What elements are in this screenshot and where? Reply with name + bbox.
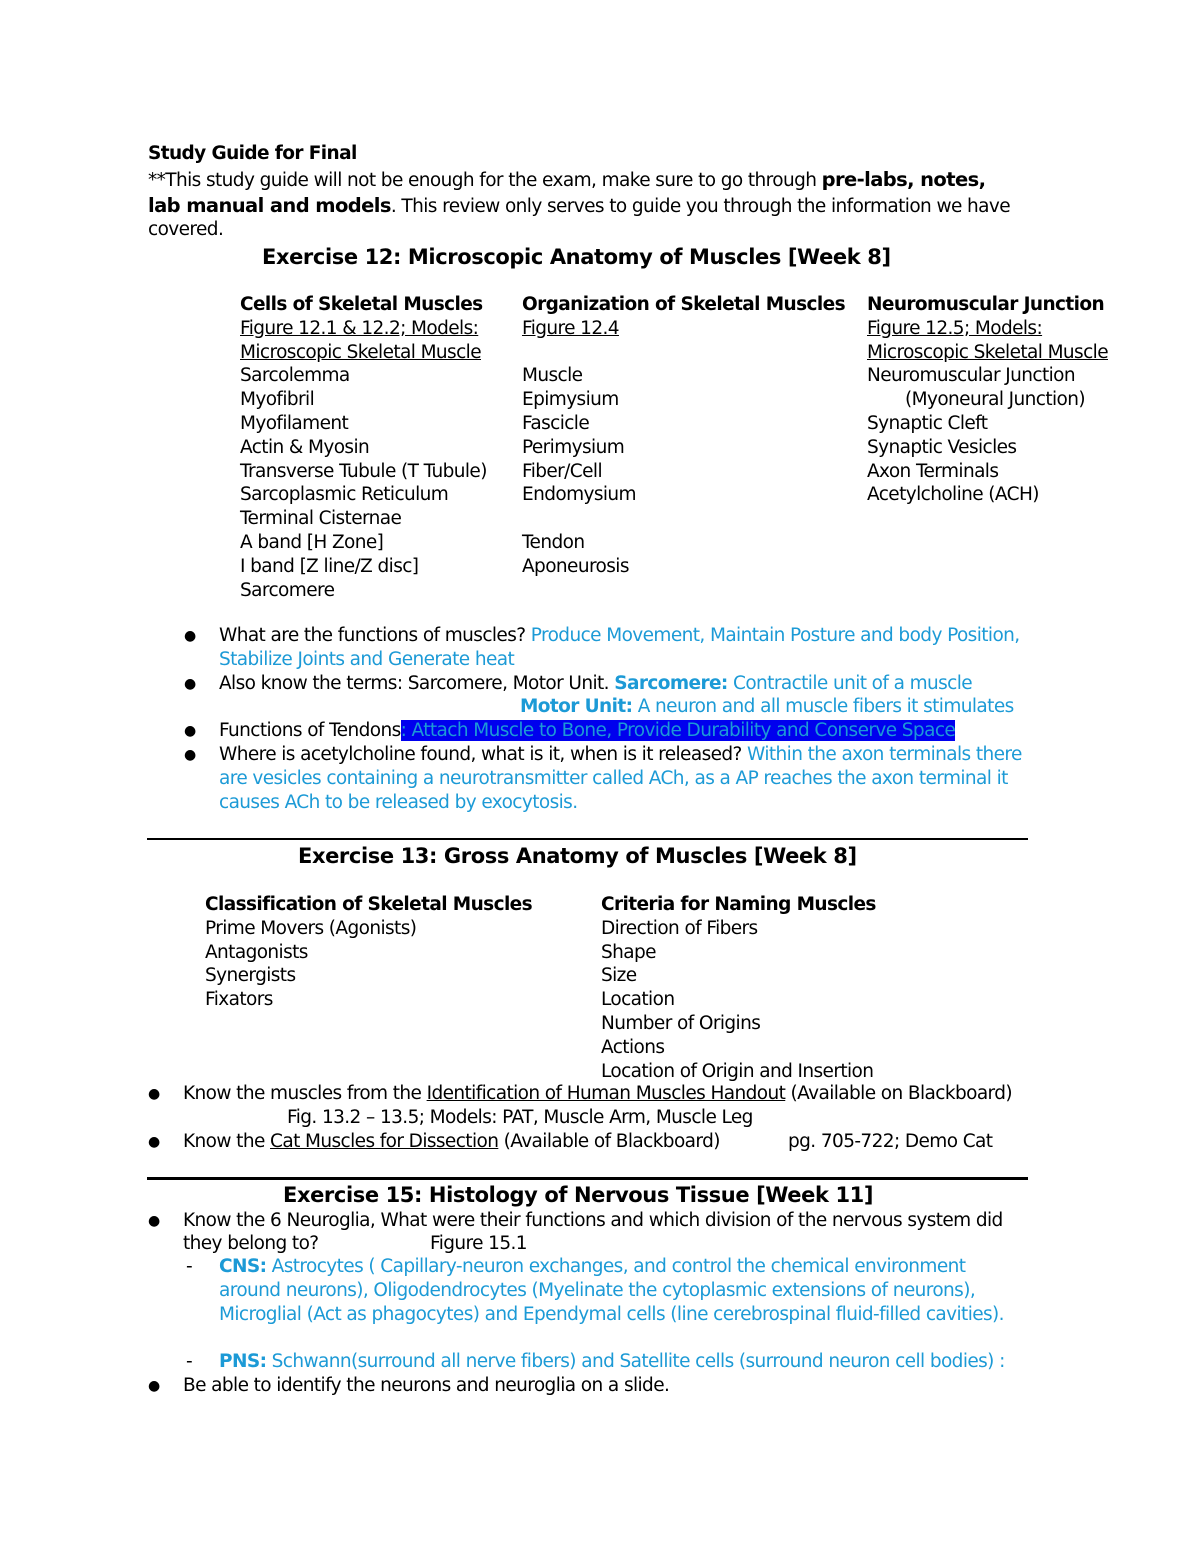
list-item: Aponeurosis xyxy=(522,555,629,577)
list-item: Sarcolemma xyxy=(240,365,350,387)
bullet-icon: ● xyxy=(148,1086,160,1102)
question-line xyxy=(219,719,955,743)
bullet-text: Know the muscles from the xyxy=(183,1083,427,1104)
page-reference: pg. 705-722; Demo Cat xyxy=(788,1131,993,1152)
intro-bold-2: lab manual and models xyxy=(148,194,391,217)
list-item: Acetylcholine (ACH) xyxy=(867,484,1039,506)
list-item: Actions xyxy=(601,1036,665,1058)
list-item: Synergists xyxy=(205,965,296,987)
answer-text: around neurons), Oligodendrocytes (Myelinate the cytoplasmic extensions of neurons), xyxy=(219,1280,976,1301)
bullet-icon: ● xyxy=(184,723,196,739)
ex12-col-organization xyxy=(522,293,845,579)
figure-reference: Figure 15.1 xyxy=(430,1233,527,1254)
question-text: Where is acetylcholine found, what is it, when is it released? xyxy=(219,744,748,765)
list-item: Terminal Cisternae xyxy=(240,508,402,530)
ex13-col-naming xyxy=(601,893,876,1083)
bullet-icon: ● xyxy=(184,676,196,692)
list-item: Direction of Fibers xyxy=(601,917,758,939)
list-item: Size xyxy=(601,965,637,987)
answer-text: Schwann(surround all nerve fibers) and Satellite cells (surround neuron cell bodies) : xyxy=(266,1351,1005,1372)
column-heading: Classification of Skeletal Muscles xyxy=(205,894,533,915)
bullet-icon: ● xyxy=(148,1378,160,1394)
figure-reference: Fig. 13.2 – 13.5; Models: PAT, Muscle Arm, Muscle Leg xyxy=(287,1107,753,1128)
highlighted-answer: : Attach Muscle to Bone, Provide Durability and Conserve Space xyxy=(400,720,956,741)
list-item: I band [Z line/Z disc] xyxy=(240,555,419,577)
list-item: Neuromuscular Junction xyxy=(867,365,1076,387)
division-label: CNS: xyxy=(219,1256,267,1277)
bullet-text: (Available of Blackboard) xyxy=(498,1131,720,1152)
intro-bold-1: pre-labs, notes, xyxy=(821,168,986,191)
question-text: Also know the terms: Sarcomere, Motor Unit. xyxy=(219,673,615,694)
answer-line xyxy=(520,695,1014,719)
list-item: (Myoneural Junction) xyxy=(905,389,1085,411)
bullet-text: Be able to identify the neurons and neuroglia on a slide. xyxy=(183,1375,670,1396)
bullet-line xyxy=(183,1130,720,1154)
question-text: What are the functions of muscles? xyxy=(219,625,531,646)
list-item: Actin & Myosin xyxy=(240,436,370,458)
dash-marker: - xyxy=(186,1351,193,1372)
list-item: Fixators xyxy=(205,989,273,1011)
answer-text: Astrocytes ( Capillary-neuron exchanges, and control the chemical environment xyxy=(266,1256,966,1277)
answer-text: causes ACh to be released by exocytosis. xyxy=(219,792,578,813)
list-item: Transverse Tubule (T Tubule) xyxy=(240,460,487,482)
bullet-icon: ● xyxy=(184,747,196,763)
answer-text: Microglial (Act as phagocytes) and Ependymal cells (line cerebrospinal fluid-filled cavities). xyxy=(219,1304,1004,1325)
figure-reference: Microscopic Skeletal Muscle xyxy=(240,341,481,363)
bullet-text: Know the xyxy=(183,1131,271,1152)
intro-line-3: covered. xyxy=(148,219,224,240)
list-item: Muscle xyxy=(522,365,583,387)
answer-text: Contractile unit of a muscle xyxy=(727,673,973,694)
dash-marker: - xyxy=(186,1256,193,1277)
bullet-icon: ● xyxy=(148,1134,160,1150)
pns-line xyxy=(219,1350,1005,1374)
handout-reference: Cat Muscles for Dissection xyxy=(270,1131,499,1152)
list-item: Synaptic Vesicles xyxy=(867,436,1017,458)
question-line xyxy=(219,672,972,696)
answer-text: are vesicles containing a neurotransmitter called ACh, as a AP reaches the axon terminal it xyxy=(219,768,1008,789)
column-heading: Organization of Skeletal Muscles xyxy=(522,294,845,315)
document-title: Study Guide for Final xyxy=(148,143,357,164)
answer-text: A neuron and all muscle fibers it stimulates xyxy=(632,696,1014,717)
intro-text: **This study guide will not be enough for the exam, make sure to go through xyxy=(148,170,822,191)
handout-reference: Identification of Human Muscles Handout xyxy=(426,1083,786,1104)
list-item: Location xyxy=(601,989,675,1011)
figure-reference: Figure 12.4 xyxy=(522,317,619,339)
list-item: Axon Terminals xyxy=(867,460,999,482)
answer-label: Sarcomere: xyxy=(614,673,728,694)
cns-line xyxy=(219,1255,965,1279)
ex12-col-cells xyxy=(240,293,487,602)
list-item: Antagonists xyxy=(205,941,308,963)
intro-line-1 xyxy=(148,168,985,193)
figure-reference: Figure 12.5; Models: xyxy=(867,317,1043,339)
section-divider xyxy=(147,1177,1028,1180)
list-item: Location of Origin and Insertion xyxy=(601,1060,874,1082)
list-item: Sarcoplasmic Reticulum xyxy=(240,484,449,506)
column-heading: Neuromuscular Junction xyxy=(867,294,1105,315)
answer-label: Motor Unit: xyxy=(520,696,633,717)
column-heading: Cells of Skeletal Muscles xyxy=(240,294,483,315)
bullet-icon: ● xyxy=(148,1213,160,1229)
bullet-icon: ● xyxy=(184,628,196,644)
question-line xyxy=(219,624,1020,648)
list-item: A band [H Zone] xyxy=(240,531,384,553)
list-item: Epimysium xyxy=(522,389,619,411)
bullet-line xyxy=(183,1082,1012,1106)
list-item: Sarcomere xyxy=(240,579,335,601)
list-item: Synaptic Cleft xyxy=(867,412,988,434)
list-item: Tendon xyxy=(522,531,585,553)
answer-text: Produce Movement, Maintain Posture and body Position, xyxy=(530,625,1020,646)
bullet-text: Know the 6 Neuroglia, What were their functions and which division of the nervous system did xyxy=(183,1210,1003,1231)
answer-text: Within the axon terminals there xyxy=(747,744,1022,765)
list-item: Myofilament xyxy=(240,412,349,434)
ex13-col-classification xyxy=(205,893,532,1012)
exercise-13-title: Exercise 13: Gross Anatomy of Muscles [Week 8] xyxy=(298,844,857,868)
list-item: Perimysium xyxy=(522,436,625,458)
list-item: Fascicle xyxy=(522,412,590,434)
figure-reference: Figure 12.1 & 12.2; Models: xyxy=(240,317,479,339)
list-item: Endomysium xyxy=(522,484,636,506)
answer-text: Stabilize Joints and Generate heat xyxy=(219,649,515,670)
question-line xyxy=(219,743,1022,767)
intro-text-2: . This review only serves to guide you through the information we have xyxy=(390,196,1011,217)
division-label: PNS: xyxy=(219,1351,267,1372)
list-item: Prime Movers (Agonists) xyxy=(205,917,417,939)
column-heading: Criteria for Naming Muscles xyxy=(601,894,876,915)
section-divider xyxy=(147,838,1028,840)
list-item: Shape xyxy=(601,941,656,963)
ex12-col-neuromuscular xyxy=(867,293,1108,507)
figure-reference: Microscopic Skeletal Muscle xyxy=(867,341,1108,363)
list-item: Number of Origins xyxy=(601,1012,761,1034)
bullet-text: they belong to? xyxy=(183,1233,319,1254)
question-text: Functions of Tendons xyxy=(219,720,401,741)
list-item: Myofibril xyxy=(240,389,315,411)
bullet-text: (Available on Blackboard) xyxy=(785,1083,1012,1104)
list-item: Fiber/Cell xyxy=(522,460,602,482)
exercise-15-title: Exercise 15: Histology of Nervous Tissue [Week 11] xyxy=(283,1183,874,1207)
intro-line-2 xyxy=(148,194,1010,219)
exercise-12-title: Exercise 12: Microscopic Anatomy of Muscles [Week 8] xyxy=(262,245,891,269)
